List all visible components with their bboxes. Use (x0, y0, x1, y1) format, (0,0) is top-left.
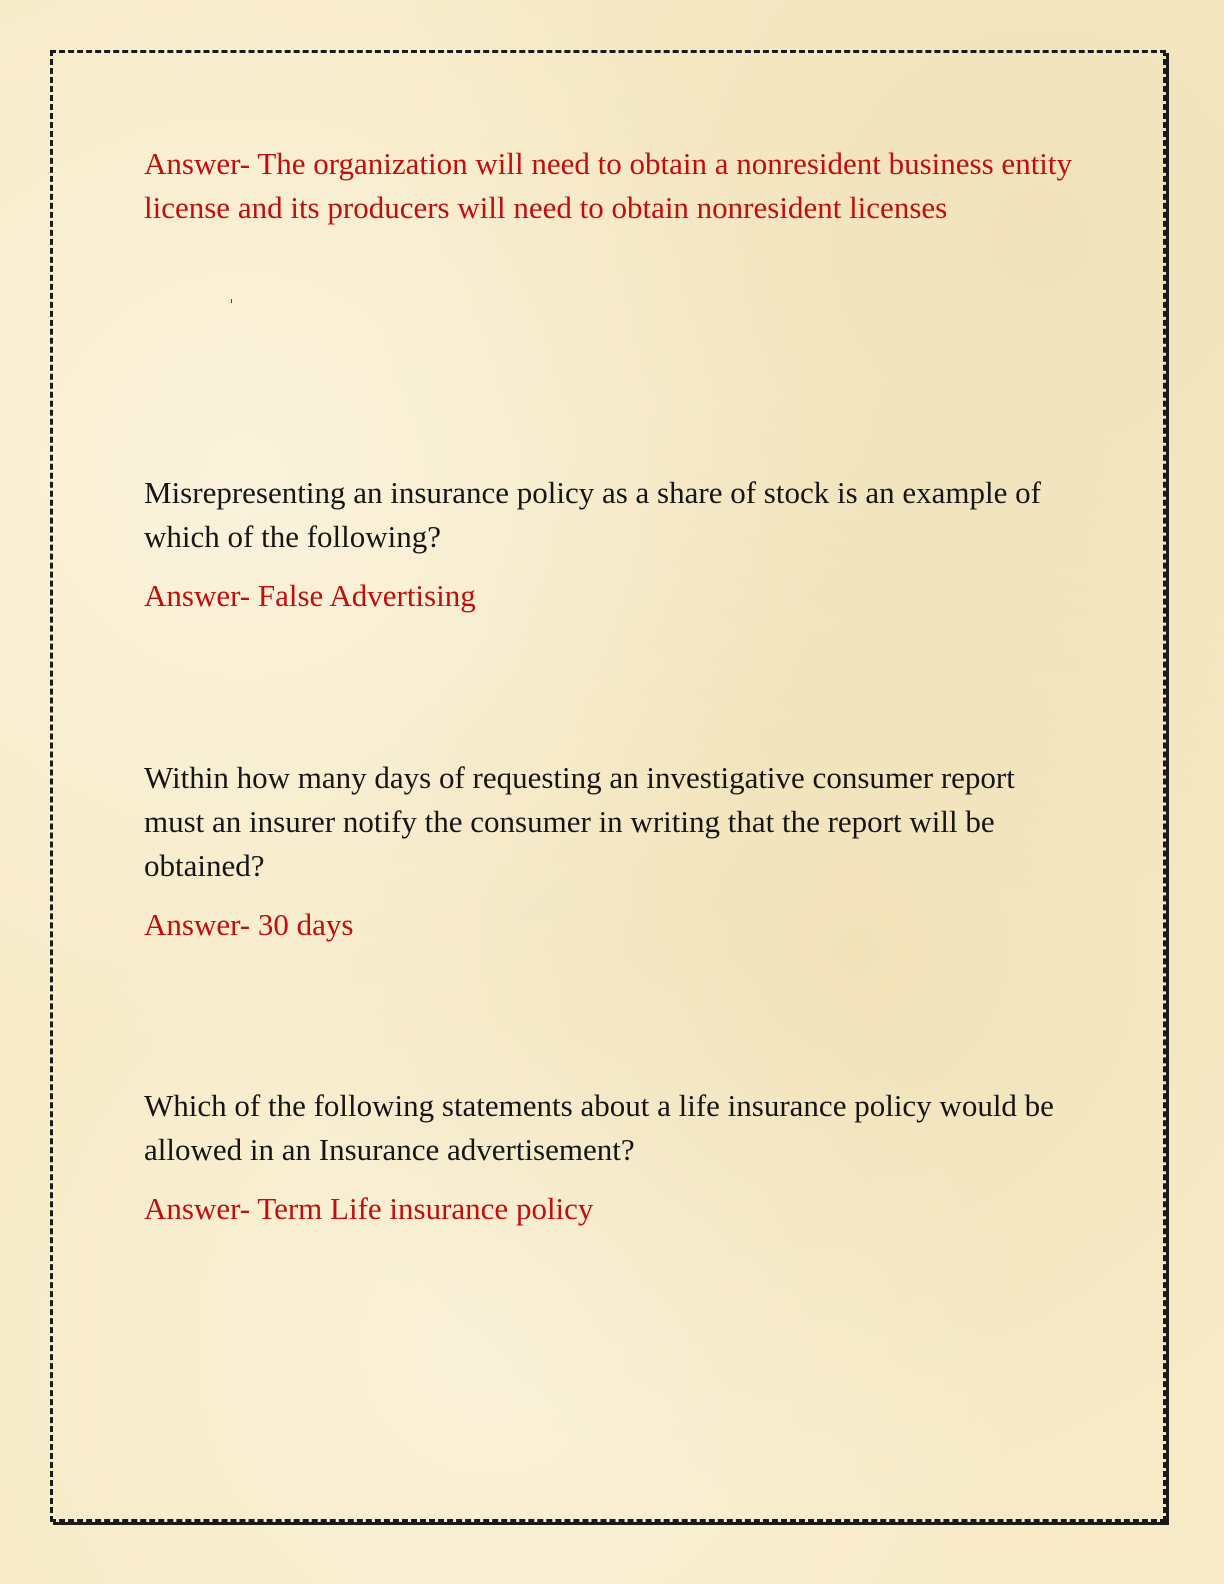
answer-text-3: Answer- 30 days (144, 907, 354, 942)
answer-text-1: Answer- The organization will need to obtain a nonresident business entity license and its producers will need to obtain nonresident licenses (144, 146, 1073, 225)
qa-item-2 (144, 471, 1074, 618)
answer-text-4: Answer- Term Life insurance policy (144, 1191, 594, 1226)
qa-item-4 (144, 1084, 1074, 1231)
question-text-2: Misrepresenting an insurance policy as a share of stock is an example of which of the following? (144, 475, 1041, 554)
qa-item-1 (144, 142, 1074, 230)
stray-mark (231, 299, 232, 303)
question-text-4: Which of the following statements about a life insurance policy would be allowed in an Insurance advertisement? (144, 1088, 1054, 1167)
answer-text-2: Answer- False Advertising (144, 578, 476, 613)
qa-item-3 (144, 756, 1074, 947)
question-text-3: Within how many days of requesting an investigative consumer report must an insurer notify the consumer in writing that the report will be obtained? (144, 760, 1015, 883)
